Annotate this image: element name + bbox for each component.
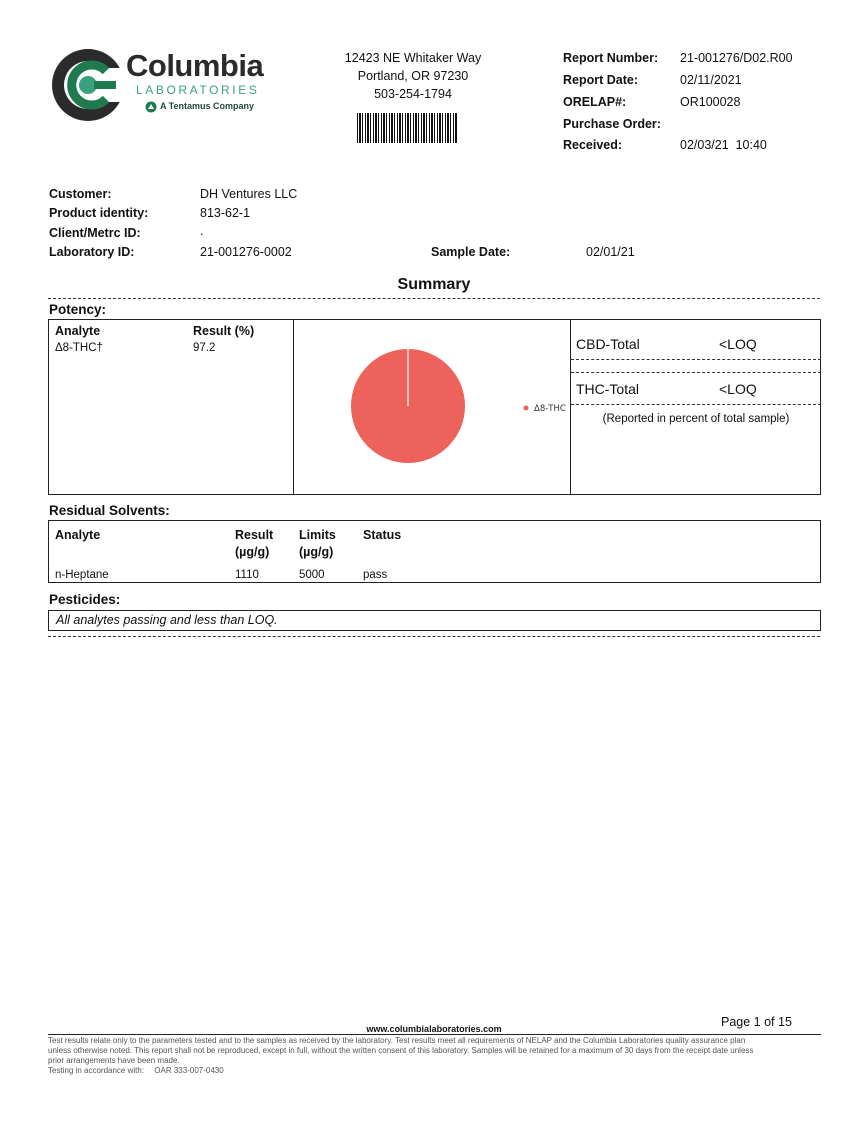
potency-row-result: 97.2 bbox=[193, 342, 216, 354]
testing-label: Testing in accordance with: bbox=[48, 1066, 145, 1075]
sample-date-value: 02/01/21 bbox=[586, 245, 635, 259]
potency-pie-chart bbox=[295, 322, 570, 492]
potency-right-dash-1 bbox=[571, 359, 821, 360]
report-date: 02/11/2021 bbox=[680, 73, 742, 87]
product-identity-value: 813-62-1 bbox=[200, 206, 251, 220]
report-number: 21-001276/D02.R00 bbox=[680, 51, 793, 65]
thc-total-label: THC-Total bbox=[576, 381, 640, 397]
barcode bbox=[357, 113, 457, 143]
address-line2: Portland, OR 97230 bbox=[357, 69, 469, 83]
client-id-label: Client/Metrc ID: bbox=[49, 226, 141, 240]
testing-value: OAR 333-007-0430 bbox=[154, 1066, 224, 1075]
potency-col-analyte: Analyte bbox=[55, 324, 101, 338]
legend-label-d8-thc: Δ8-THC bbox=[534, 404, 566, 414]
bottom-divider bbox=[48, 636, 820, 637]
report-number-label: Report Number: bbox=[563, 51, 659, 65]
solvents-row-status: pass bbox=[363, 569, 388, 581]
orelap-value: OR100028 bbox=[680, 95, 741, 109]
columbia-logo-mark bbox=[50, 46, 126, 124]
footer-disclaimer bbox=[48, 1036, 823, 1076]
customer-label: Customer: bbox=[49, 187, 112, 201]
pesticides-note: All analytes passing and less than LOQ. bbox=[56, 613, 278, 627]
potency-divider-right bbox=[570, 320, 571, 494]
sample-date-label: Sample Date: bbox=[431, 245, 511, 259]
footer-rule bbox=[48, 1034, 821, 1035]
disclaimer-line3: prior arrangements have been made. bbox=[48, 1056, 180, 1065]
potency-right-dash-2 bbox=[571, 372, 821, 373]
solvents-table bbox=[48, 520, 821, 583]
solvents-col-limits-unit: (µg/g) bbox=[299, 545, 334, 559]
testing-standard bbox=[48, 1066, 823, 1076]
solvents-col-status: Status bbox=[363, 528, 402, 542]
laboratory-id-value: 21-001276-0002 bbox=[200, 245, 292, 259]
solvents-row-limit: 5000 bbox=[299, 569, 325, 581]
address-phone: 503-254-1794 bbox=[374, 87, 452, 101]
received-label: Received: bbox=[563, 138, 623, 152]
disclaimer-line2: unless otherwise noted. This report shall not be reproduced, except in full, without the written consent of this laboratory. Samples will be retained for a maximum of 30 days from the receipt date unless bbox=[48, 1046, 754, 1055]
address-line1: 12423 NE Whitaker Way bbox=[344, 51, 482, 65]
pesticides-heading: Pesticides: bbox=[49, 592, 121, 607]
potency-divider-left bbox=[293, 320, 294, 494]
purchase-order-label: Purchase Order: bbox=[563, 117, 661, 131]
summary-title: Summary bbox=[397, 276, 471, 293]
potency-heading: Potency: bbox=[49, 302, 107, 317]
solvents-col-result: Result bbox=[235, 528, 274, 542]
potency-note: (Reported in percent of total sample) bbox=[602, 413, 790, 425]
solvents-row-result: 1110 bbox=[235, 569, 259, 581]
solvents-col-analyte: Analyte bbox=[55, 528, 101, 542]
solvents-heading: Residual Solvents: bbox=[49, 503, 170, 518]
potency-row-analyte: Δ8-THC† bbox=[55, 342, 103, 354]
report-date-label: Report Date: bbox=[563, 73, 639, 87]
legend-dot-d8-thc bbox=[524, 406, 529, 411]
lab-address bbox=[323, 49, 503, 103]
client-id-value: . bbox=[200, 224, 204, 238]
product-identity-label: Product identity: bbox=[49, 206, 149, 220]
cbd-total-value: <LOQ bbox=[719, 336, 757, 352]
logo-name: Columbia bbox=[126, 48, 264, 83]
laboratory-id-label: Laboratory ID: bbox=[49, 245, 135, 259]
tentamus-icon bbox=[145, 101, 157, 113]
pesticides-box bbox=[48, 610, 821, 631]
cbd-total-label: CBD-Total bbox=[576, 336, 640, 352]
disclaimer-line1: Test results relate only to the parameters tested and to the samples as received by the laboratory. Test results meet all requirements of NELAP and the Columbia Laboratories quality assurance plan bbox=[48, 1036, 746, 1045]
logo-sub: LABORATORIES bbox=[136, 83, 260, 97]
solvents-col-limits: Limits bbox=[299, 528, 336, 542]
potency-table bbox=[48, 319, 821, 495]
footer-website[interactable]: www.columbialaboratories.com bbox=[366, 1024, 502, 1034]
received-value: 02/03/21 10:40 bbox=[680, 138, 767, 152]
company-logo bbox=[50, 46, 275, 124]
page-number: Page 1 of 15 bbox=[721, 1015, 792, 1029]
customer-value: DH Ventures LLC bbox=[200, 187, 298, 201]
orelap-label: ORELAP#: bbox=[563, 95, 627, 109]
solvents-row-analyte: n-Heptane bbox=[55, 569, 109, 581]
logo-tagline: A Tentamus Company bbox=[160, 101, 255, 111]
solvents-col-result-unit: (µg/g) bbox=[235, 545, 270, 559]
thc-total-value: <LOQ bbox=[719, 381, 757, 397]
potency-right-dash-3 bbox=[571, 404, 821, 405]
summary-divider bbox=[48, 298, 820, 299]
potency-col-result: Result (%) bbox=[193, 324, 255, 338]
